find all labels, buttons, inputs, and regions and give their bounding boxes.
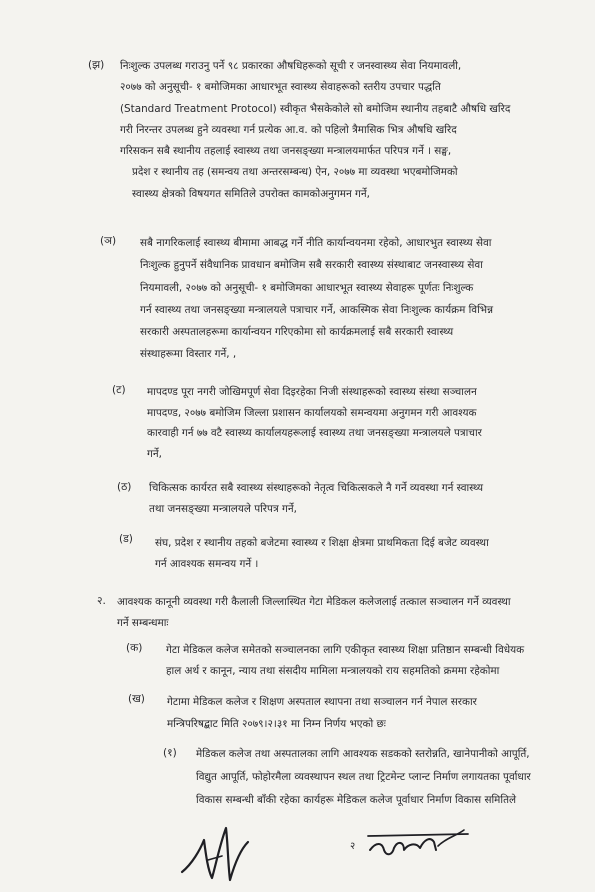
clause-ka <box>166 640 566 682</box>
text-line: गरी निरन्तर उपलब्ध हुने व्यवस्था गर्न प्रत्येक आ.व. को पहिलो त्रैमासिक भित्र औषधि खरिद <box>120 123 457 136</box>
text-line: तथा जनसङ्ख्या मन्त्रालयले परिपत्र गर्ने, <box>149 503 297 515</box>
item-marker: (झ) <box>88 59 105 71</box>
text-line: गेटामा मेडिकल कलेज र शिक्षण अस्पताल स्थापना तथा सञ्चालन गर्न नेपाल सरकार <box>167 696 477 708</box>
item-marker: (ट) <box>112 384 126 396</box>
text-line: हाल अर्थ र कानून, न्याय तथा संसदीय मामिला मन्त्रालयको राय सहमतिको क्रममा रहेकोमा <box>166 665 500 677</box>
text-line: (Standard Treatment Protocol) स्वीकृत भैसकेकोले सो बमोजिम स्थानीय तहबाटै औषधि खरिद <box>120 102 511 115</box>
signature-left <box>178 820 258 890</box>
text-line: संस्थाहरूमा विस्तार गर्ने, , <box>140 348 237 361</box>
text-line: गर्न आवश्यक समन्वय गर्ने । <box>155 558 259 570</box>
clause-nya <box>140 232 560 366</box>
item-marker: (ख) <box>128 693 145 705</box>
text-line: मन्त्रिपरिषद्बाट मिति २०७९।२।३१ मा निम्न निर्णय भएको छः <box>167 718 386 730</box>
text-line: मापदण्ड पूरा नगरी जोखिमपूर्ण सेवा दिइरहेका निजी संस्थाहरूको स्वास्थ्य संस्था सञ्चालन <box>147 386 477 398</box>
clause-da <box>155 533 560 575</box>
text-line: गर्ने सम्बन्धमाः <box>117 617 169 629</box>
text-line: नियमावली, २०७७ को अनुसूची- १ बमोजिमका आधारभूत स्वास्थ्य सेवाहरू पूर्णतः निःशुल्क <box>140 281 474 294</box>
item-marker: (क) <box>126 642 143 654</box>
item-marker: २. <box>97 595 106 607</box>
text-line: संघ, प्रदेश र स्थानीय तहको बजेटमा स्वास्थ्य र शिक्षा क्षेत्रमा प्राथमिकता दिई बजेट व्यवस्था <box>155 537 489 549</box>
text-line: सबै नागरिकलाई स्वास्थ्य बीमामा आबद्ध गर्ने नीति कार्यान्वयनमा रहेको, आधारभुत स्वास्थ्य सेवा <box>140 237 492 249</box>
text-line: सरकारी अस्पतालहरूमा कार्यान्वयन गरिएकोमा सो कार्यक्रमलाई सबै सरकारी स्वास्थ्य <box>140 326 454 339</box>
text-line: निःशुल्क उपलब्ध गराउनु पर्ने ९८ प्रकारका औषधिहरूको सूची र जनस्वास्थ्य सेवा नियमावली, <box>120 60 462 72</box>
text-line: चिकित्सक कार्यरत सबै स्वास्थ्य संस्थाहरूको नेतृत्व चिकित्सकले नै गर्ने व्यवस्था गर्न स्वास्थ्य <box>149 482 484 494</box>
text-line: २०७७ को अनुसूची- १ बमोजिमका आधारभूत स्वास्थ्य सेवाहरूको स्तरीय उपचार पद्धति <box>120 81 441 94</box>
text-line: मेडिकल कलेज तथा अस्पतालका लागि आवश्यक सडकको स्तरोन्नति, खानेपानीको आपूर्ति, <box>196 748 530 760</box>
text-line: आवश्यक कानूनी व्यवस्था गरी कैलाली जिल्लास्थित गेटा मेडिकल कलेजलाई तत्काल सञ्चालन गर्ने व्यवस्था <box>117 596 511 608</box>
item-marker: (ठ) <box>117 481 132 493</box>
text-line: कारवाही गर्न ७७ वटै स्वास्थ्य कार्यालयहरूलाई स्वास्थ्य तथा जनसङ्ख्या मन्त्रालयले पत्राचार <box>147 427 482 439</box>
text-line: गर्न स्वास्थ्य तथा जनसङ्ख्या मन्त्रालयले पत्राचार गर्ने, आकस्मिक सेवा निःशुल्क कार्यक्रम विभिन्न <box>140 303 494 316</box>
clause-jha <box>120 56 558 205</box>
text-line: निःशुल्क हुनुपर्ने संवैधानिक प्रावधान बमोजिम सबै सरकारी स्वास्थ्य संस्थाबाट जनस्वास्थ्य सेवा <box>140 259 483 272</box>
text-line: प्रदेश र स्थानीय तह (समन्वय तथा अन्तरसम्बन्ध) ऐन, २०७७ मा व्यवस्था भएबमोजिमको <box>132 166 458 179</box>
clause-two <box>117 592 565 634</box>
item-marker: (१) <box>163 747 177 759</box>
text-line: गेटा मेडिकल कलेज समेतको सञ्चालनका लागि एकीकृत स्वास्थ्य शिक्षा प्रतिष्ठान सम्बन्धी विधेयक <box>166 644 525 656</box>
text-line: स्वास्थ्य क्षेत्रको विषयगत समितिले उपरोक्त कामकोअनुगमन गर्ने, <box>132 187 370 200</box>
text-line: विकास सम्बन्धी बाँकी रहेका कार्यहरू मेडिकल कलेज पूर्वाधार निर्माण विकास समितिले <box>196 794 517 806</box>
item-marker: (ड) <box>119 533 133 545</box>
page-number: २ <box>350 841 356 852</box>
text-line: विद्युत आपूर्ति, फोहोरमैला व्यवस्थापन स्थल तथा ट्रिटमेन्ट प्लान्ट निर्माण लगायतका पूर्वाधार <box>196 771 531 783</box>
text-line: मापदण्ड, २०७७ बमोजिम जिल्ला प्रशासन कार्यालयको समन्वयमा अनुगमन गरी आवश्यक <box>147 406 477 419</box>
text-line: गरिसकन सबै स्थानीय तहलाई स्वास्थ्य तथा जनसङ्ख्या मन्त्रालयमार्फत परिपत्र गर्ने । सङ्घ, <box>120 145 452 158</box>
clause-tha <box>149 478 559 520</box>
signature-right <box>364 820 474 868</box>
text-line: गर्ने, <box>147 447 162 460</box>
item-marker: (ञ) <box>100 235 117 247</box>
clause-one <box>196 743 572 812</box>
clause-ta <box>147 382 559 464</box>
clause-kha <box>167 691 567 735</box>
